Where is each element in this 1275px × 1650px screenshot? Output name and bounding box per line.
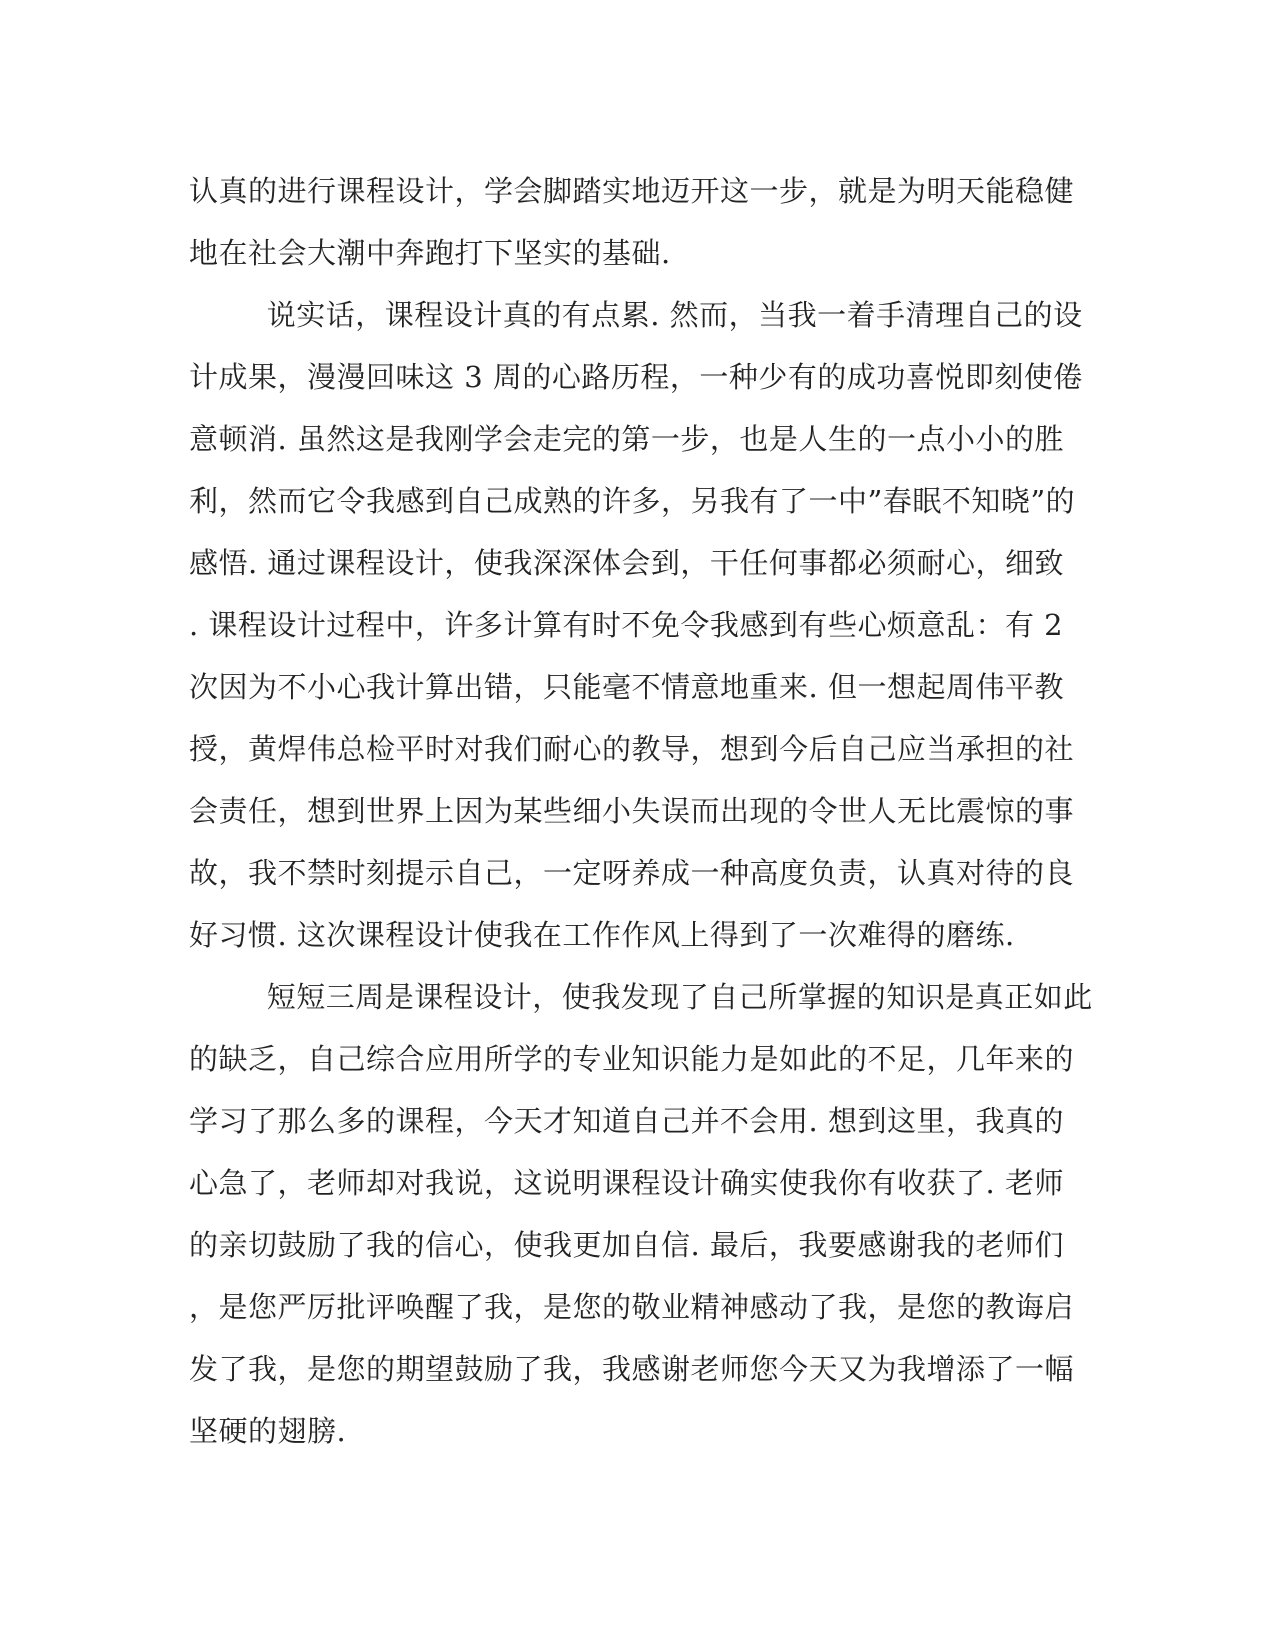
- text-line: 发了我，是您的期望鼓励了我，我感谢老师您今天又为我增添了一幅: [189, 1352, 1075, 1386]
- text-line: ，是您严厉批评唤醒了我，是您的敬业精神感动了我，是您的教诲启: [189, 1290, 1075, 1324]
- text-line: 说实话，课程设计真的有点累. 然而，当我一着手清理自己的设: [189, 298, 1083, 332]
- text-line: 心急了，老师却对我说，这说明课程设计确实使我你有收获了. 老师: [189, 1166, 1064, 1200]
- text-line: 次因为不小心我计算出错，只能毫不情意地重来. 但一想起周伟平教: [189, 670, 1064, 704]
- text-line: 会责任，想到世界上因为某些细小失误而出现的令世人无比震惊的事: [189, 794, 1075, 828]
- text-line: 故，我不禁时刻提示自己，一定呀养成一种高度负责，认真对待的良: [189, 856, 1075, 890]
- text-line: 认真的进行课程设计，学会脚踏实地迈开这一步，就是为明天能稳健: [189, 174, 1075, 208]
- paragraph-1: [189, 160, 1089, 284]
- text-line: 的亲切鼓励了我的信心，使我更加自信. 最后，我要感谢我的老师们: [189, 1228, 1064, 1262]
- text-line: 利，然而它令我感到自己成熟的许多，另我有了一中”春眠不知晓”的: [189, 484, 1076, 518]
- paragraph-2: [189, 284, 1089, 966]
- text-line: 学习了那么多的课程，今天才知道自己并不会用. 想到这里，我真的: [189, 1104, 1064, 1138]
- paragraph-3: [189, 966, 1093, 1462]
- text-line: 坚硬的翅膀.: [189, 1414, 347, 1448]
- text-line: 计成果，漫漫回味这 3 周的心路历程，一种少有的成功喜悦即刻使倦: [189, 360, 1083, 394]
- text-line: . 课程设计过程中，许多计算有时不免令我感到有些心烦意乱：有 2: [189, 608, 1064, 642]
- text-line: 的缺乏，自己综合应用所学的专业知识能力是如此的不足，几年来的: [189, 1042, 1075, 1076]
- text-line: 地在社会大潮中奔跑打下坚实的基础.: [189, 236, 671, 270]
- body-text: [189, 160, 1093, 1462]
- text-line: 感悟. 通过课程设计，使我深深体会到，干任何事都必须耐心，细致: [189, 546, 1064, 580]
- text-line: 好习惯. 这次课程设计使我在工作作风上得到了一次难得的磨练.: [189, 918, 1015, 952]
- text-line: 授，黄焊伟总检平时对我们耐心的教导，想到今后自己应当承担的社: [189, 732, 1075, 766]
- text-line: 短短三周是课程设计，使我发现了自己所掌握的知识是真正如此: [189, 980, 1093, 1014]
- text-line: 意顿消. 虽然这是我刚学会走完的第一步，也是人生的一点小小的胜: [189, 422, 1064, 456]
